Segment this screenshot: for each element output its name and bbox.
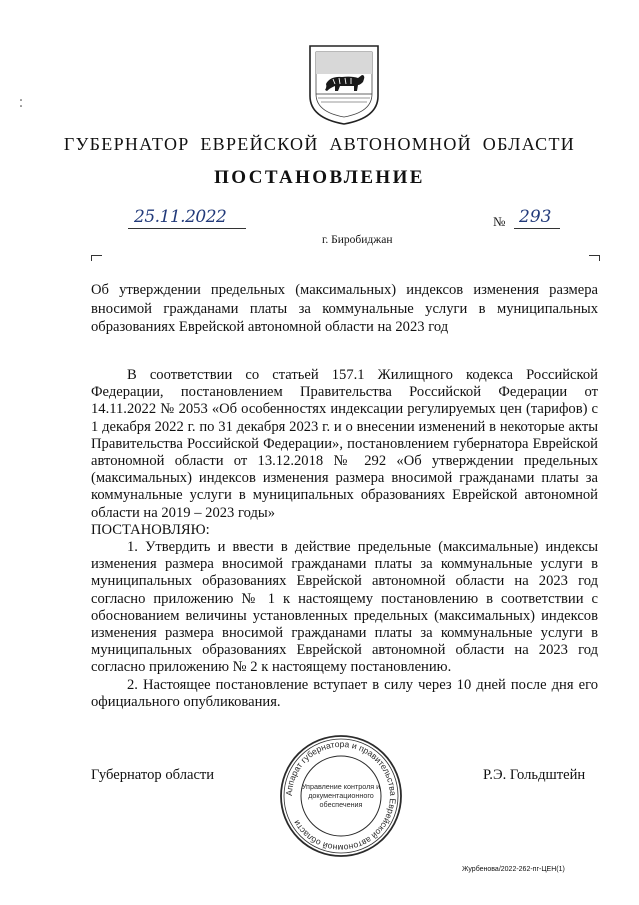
- dot-marks-icon: [20, 99, 22, 109]
- stamp-inner-line-3: обеспечения: [319, 800, 363, 809]
- stamp-outer-text: Аппарат губернатора и правительства Еврейской автономной области: [283, 738, 399, 854]
- document-reference-footer: Журбенова/2022-262-пг-ЦЕН(1): [462, 866, 565, 873]
- document-type-title: ПОСТАНОВЛЕНИЕ: [214, 167, 425, 188]
- document-date: 25.11.2022: [134, 207, 227, 227]
- coat-of-arms-emblem: [308, 44, 380, 126]
- decree-word: ПОСТАНОВЛЯЮ:: [91, 521, 210, 538]
- stamp-inner-line-2: документационного: [308, 791, 374, 800]
- round-seal-icon: [278, 733, 404, 859]
- document-subject: Об утверждении предельных (максимальных) индексов изменения размера вносимой гражданами платы за коммунальные услуги в муниципальных образованиях Еврейской автономной области на 2023 год: [91, 282, 598, 335]
- preamble-paragraph: В соответствии со статьей 157.1 Жилищного кодекса Российской Федерации, постановлением Правительства Российской Федерации от 14.11.2022 № 2053 «Об особенностях индексации регулируемых цен (тарифов) с 1 декабря 2022 г. по 31 декабря 2023 г. и о внесении изменений в некоторые акты Правительства Российской Федерации», постановлением губернатора Еврейской автономной области от 13.12.2018 № 292 «Об утверждении предельных (максимальных) индексов изменения размера вносимой гражданами платы за коммунальные услуги в муниципальных образованиях Еврейской автономной области на 2019 – 2023 годы»: [91, 367, 598, 521]
- document-body: [91, 367, 598, 711]
- document-number: 293: [519, 207, 552, 227]
- date-underline: [128, 228, 246, 229]
- tiger-emblem-icon: [308, 44, 380, 126]
- margin-marks: [20, 96, 22, 106]
- city-location: г. Биробиджан: [322, 234, 393, 246]
- clause-1: 1. Утвердить и ввести в действие предельные (максимальные) индексы изменения размера вносимой гражданами платы за коммунальные услуги в муниципальных образованиях Еврейской автономной области на 2023 год согласно приложению № 1 к настоящему постановлению в соответствии с обоснованием величины установленных предельных (максимальных) индексов изменения размера вносимой гражданами платы за коммунальные услуги в муниципальных образованиях Еврейской автономной области на 2023 год согласно приложению № 2 к настоящему постановлению.: [91, 539, 598, 676]
- signer-position: Губернатор области: [91, 767, 215, 783]
- number-prefix: №: [493, 214, 506, 229]
- subject-bracket-left: [91, 255, 102, 261]
- number-underline: [514, 228, 560, 229]
- official-stamp: [278, 733, 404, 859]
- issuing-authority: ГУБЕРНАТОР ЕВРЕЙСКОЙ АВТОНОМНОЙ ОБЛАСТИ: [63, 134, 576, 154]
- subject-bracket-right: [589, 255, 600, 261]
- stamp-inner-line-1: Управление контроля и: [301, 782, 381, 791]
- clause-2: 2. Настоящее постановление вступает в силу через 10 дней после дня его официального опубликования.: [91, 676, 598, 710]
- signer-name: Р.Э. Гольдштейн: [483, 767, 586, 783]
